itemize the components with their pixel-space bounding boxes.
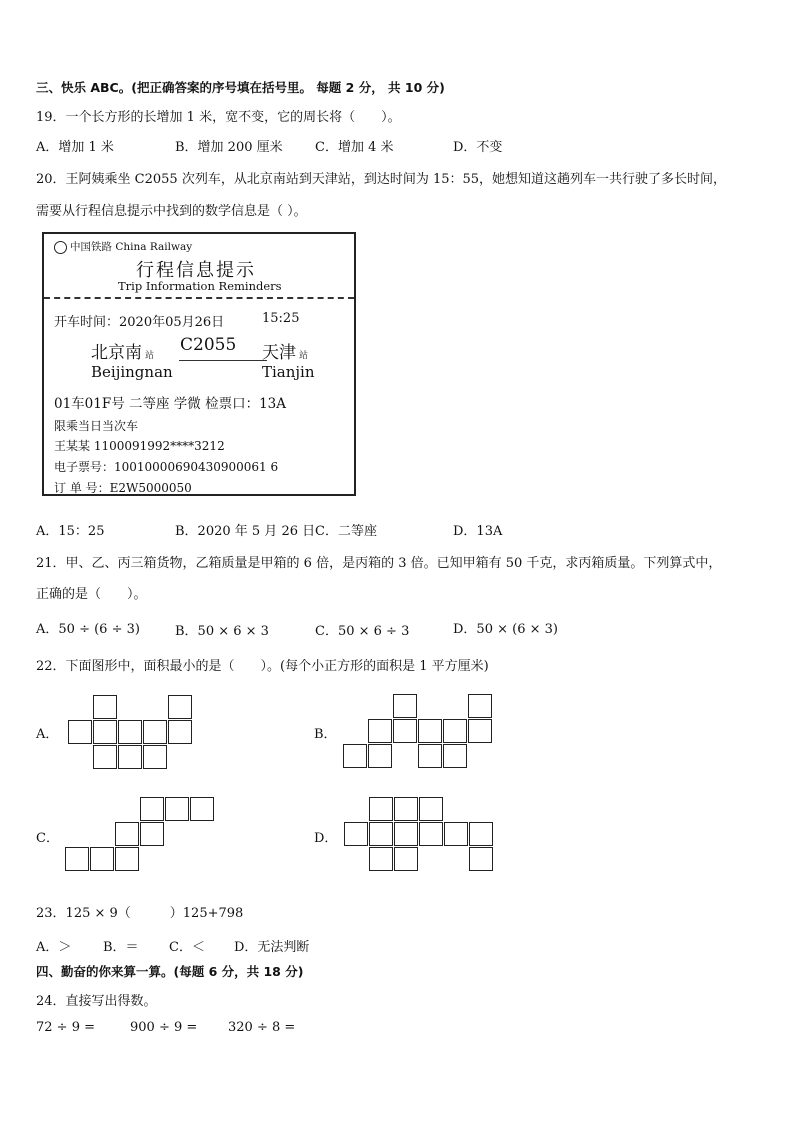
q23-option-b[interactable]: B．＝ [103,940,139,955]
calc-item: 320 ÷ 8 = [228,1020,296,1035]
grid-cell [369,797,393,821]
grid-cell [115,822,139,846]
ticket-seat-info: 01车01F号 二等座 学微 检票口：13A [54,396,287,412]
grid-cell [143,745,167,769]
question-21-stem-line1: 21．甲、乙、丙三箱货物，乙箱质量是甲箱的 6 倍，是丙箱的 3 倍。已知甲箱有 50 千克，求丙箱质量。下列算式中， [36,556,722,571]
grid-cell [344,822,368,846]
grid-cell [419,797,443,821]
q22-option-a[interactable]: A． [36,727,59,742]
ticket-train-number: C2055 [180,335,237,355]
question-21-stem-line2: 正确的是（ ）。 [36,587,147,602]
q23-option-d[interactable]: D．无法判断 [234,940,310,955]
q22-option-b[interactable]: B． [314,727,337,742]
q20-option-c[interactable]: C．二等座 [315,524,377,539]
grid-cell [468,719,492,743]
grid-cell [468,694,492,718]
q20-option-b[interactable]: B．2020 年 5 月 26 日 [175,524,316,539]
ticket-train-line [179,360,267,361]
grid-cell [469,822,493,846]
ticket-depart-time: 15:25 [262,311,300,326]
grid-cell [369,822,393,846]
grid-cell [190,797,214,821]
grid-cell [368,719,392,743]
q19-option-a[interactable]: A．增加 1 米 [36,140,114,155]
grid-cell [444,822,468,846]
grid-cell [394,797,418,821]
calc-item: 72 ÷ 9 = [36,1020,95,1035]
grid-cell [368,744,392,768]
q21-option-d[interactable]: D．50 × (6 × 3) [453,622,558,637]
grid-cell [418,744,442,768]
ticket-title-cn: 行程信息提示 [136,260,256,281]
grid-cell [443,719,467,743]
grid-cell [393,719,417,743]
grid-cell [93,720,117,744]
shape-a-figure [68,695,193,770]
q21-option-a[interactable]: A．50 ÷ (6 ÷ 3) [36,622,140,637]
grid-cell [369,847,393,871]
q22-option-c[interactable]: C． [36,831,59,846]
question-20-stem-line2: 需要从行程信息提示中找到的数学信息是（ ）。 [36,204,307,219]
q20-option-a[interactable]: A．15：25 [36,524,105,539]
q23-option-c[interactable]: C．＜ [169,940,205,955]
grid-cell [68,720,92,744]
grid-cell [419,822,443,846]
grid-cell [93,745,117,769]
shape-b-figure [343,694,493,769]
grid-cell [443,744,467,768]
grid-cell [90,847,114,871]
grid-cell [165,797,189,821]
grid-cell [65,847,89,871]
grid-cell [140,822,164,846]
grid-cell [118,745,142,769]
ticket-from-station: 北京南 站 [91,343,155,363]
trip-ticket-image [42,232,356,496]
grid-cell [118,720,142,744]
q20-option-d[interactable]: D．13A [453,524,503,539]
grid-cell [469,847,493,871]
q23-option-a[interactable]: A．＞ [36,940,72,955]
q21-option-b[interactable]: B．50 × 6 × 3 [175,624,269,639]
grid-cell [140,797,164,821]
q19-option-b[interactable]: B．增加 200 厘米 [175,140,283,155]
grid-cell [115,847,139,871]
grid-cell [168,695,192,719]
shape-d-figure [344,797,494,872]
calc-item: 900 ÷ 9 = [130,1020,198,1035]
question-19-stem: 19．一个长方形的长增加 1 米，宽不变，它的周长将（ ）。 [36,110,401,125]
ticket-to-station-en: Tianjin [262,363,315,381]
grid-cell [393,694,417,718]
section-heading: 三、快乐 ABC。(把正确答案的序号填在括号里。 每题 2 分， 共 10 分) [36,80,445,95]
q19-option-d[interactable]: D．不变 [453,140,503,155]
grid-cell [143,720,167,744]
q21-option-c[interactable]: C．50 × 6 ÷ 3 [315,624,410,639]
ticket-passenger: 王某某 1100091992****3212 [54,439,225,453]
question-22-stem: 22．下面图形中，面积最小的是（ ）。(每个小正方形的面积是 1 平方厘米) [36,659,489,674]
q22-option-d[interactable]: D． [314,831,338,846]
ticket-brand: 中国铁路 China Railway [70,241,193,253]
grid-cell [418,719,442,743]
ticket-order-number: 订 单 号：E2W5000050 [54,481,192,495]
china-railway-logo-icon [54,241,67,254]
question-24-stem: 24．直接写出得数。 [36,994,157,1009]
section-heading-4: 四、勤奋的你来算一算。(每题 6 分，共 18 分) [36,964,304,979]
grid-cell [343,744,367,768]
grid-cell [394,822,418,846]
ticket-depart-date: 开车时间：2020年05月26日 [54,315,225,330]
grid-cell [394,847,418,871]
ticket-from-station-en: Beijingnan [91,363,173,381]
grid-cell [168,720,192,744]
ticket-limit-note: 限乘当日当次车 [54,419,139,433]
q19-option-c[interactable]: C．增加 4 米 [315,140,394,155]
ticket-to-station: 天津 站 [262,343,309,363]
question-20-stem-line1: 20．王阿姨乘坐 C2055 次列车，从北京南站到天津站，到达时间为 15：55，她想知道这趟列车一共行驶了多长时间， [36,172,727,187]
ticket-divider [44,297,354,299]
shape-c-figure [65,797,215,872]
grid-cell [93,695,117,719]
ticket-eticket-number: 电子票号：10010000690430900061 6 [54,460,279,474]
ticket-title-en: Trip Information Reminders [118,279,282,293]
question-23-stem: 23．125 × 9（ ）125+798 [36,906,244,921]
